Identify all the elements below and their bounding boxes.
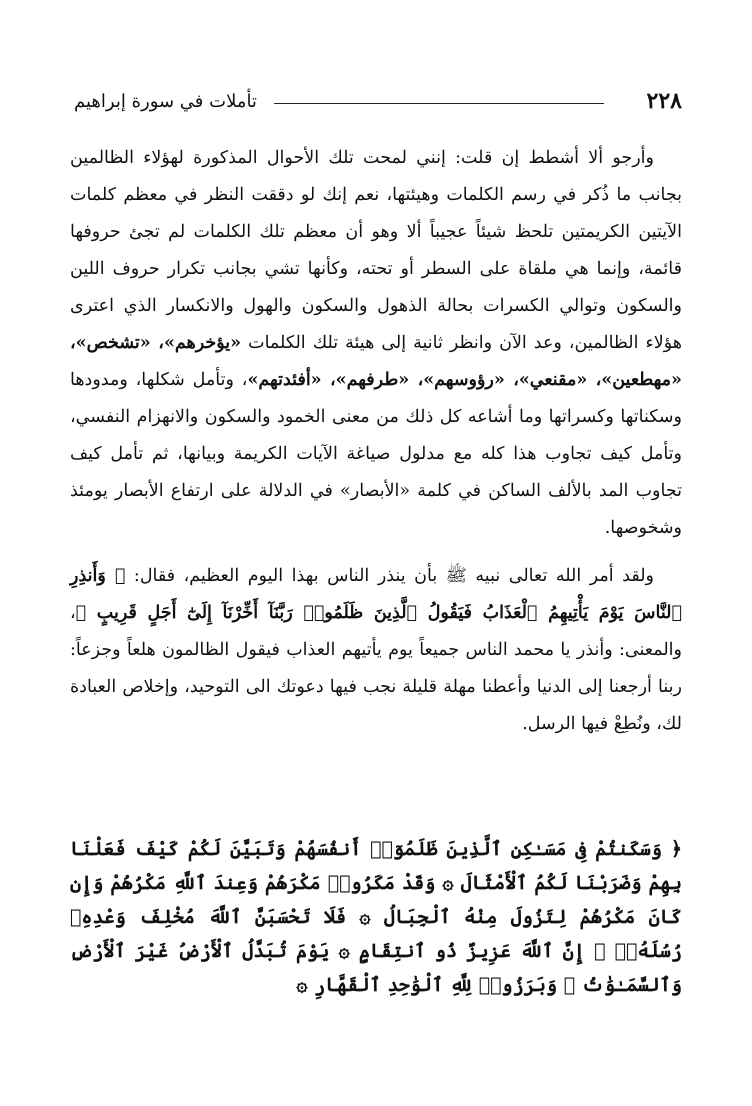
quran-verses-block: ﴿ وَسَكَنتُمْ فِى مَسَـٰكِنِ ٱلَّذِينَ ظَلَمُوٓا۟ أَنفُسَهُمْ وَتَبَيَّنَ لَكُمْ كَيْفَ فَعَلْنَا بِهِمْ وَضَرَبْنَا لَكُمُ ٱلْأَمْثَالَ ۞ وَقَدْ مَكَرُوا۟ مَكْرَهُمْ وَعِندَ ٱللَّهِ مَكْرُهُمْ وَإِن كَانَ مَكْرُهُمْ لِتَزُولَ مِنْهُ ٱلْجِبَالُ ۞ فَلَا تَحْسَبَنَّ ٱللَّهَ مُخْلِفَ وَعْدِهِۦ رُسُلَهُۥٓ ۚ إِنَّ ٱللَّهَ عَزِيزٌ ذُو ٱنتِقَامٍ ۞ يَوْمَ تُبَدَّلُ ٱلْأَرْضُ غَيْرَ ٱلْأَرْضِ وَٱلسَّمَـٰوَٰتُ ۖ وَبَرَزُوا۟ لِلَّهِ ٱلْوَٰحِدِ ٱلْقَهَّارِ ۞ (70, 838, 682, 996)
running-title: تأملات في سورة إبراهيم (74, 91, 257, 112)
paragraph-reflection (70, 140, 682, 547)
header-divider (274, 103, 604, 104)
paragraph-1-text-b: ، وتأمل شكلها، ومدودها وسكناتها وكسراتها وما أشاعه كل ذلك من معنى الخمود والسكون والانهزام النفسي، وتأمل كيف تجاوب هذا كله مع مدلول صياغة الآيات الكريمة وبيانها، ثم تأمل كيف تجاوب المد بالألف الساكن في كلمة «الأبصار» في الدلالة على ارتفاع الأبصار يومئذ وشخوصها. (70, 370, 682, 538)
body-text (70, 140, 682, 743)
highlighted-words: «يؤخرهم»، «تشخص»، «مهطعين»، «مقنعي»، «رؤوسهم»، «طرفهم»، «أفئدتهم» (70, 333, 682, 390)
paragraph-2-meaning: ، والمعنى: وأنذر يا محمد الناس جميعاً يوم يأتيهم العذاب فيقول الظالمون هلعاً وجزعاً: ربنا أرجعنا إلى الدنيا وأعطنا مهلة قليلة نجب فيها دعوتك الى التوحيد، وإخلاص العبادة لك، ونُطِعْ فيها الرسل. (70, 603, 682, 734)
page-number: ٢٢٨ (646, 88, 682, 114)
quran-quote-inline: ﴿ وَأَنذِرِ ٱلنَّاسَ يَوْمَ يَأْتِيهِمُ ٱلْعَذَابُ فَيَقُولُ ٱلَّذِينَ ظَلَمُوا۟ رَبَّنَآ أَخِّرْنَآ إِلَىٰٓ أَجَلٍ قَرِيبٍ ﴾ (70, 566, 682, 623)
paragraph-gap (70, 547, 682, 558)
page-header (74, 86, 682, 118)
paragraph-2-intro: ولقد أمر الله تعالى نبيه ﷺ بأن ينذر الناس بهذا اليوم العظيم، فقال: (125, 566, 654, 586)
paragraph-warning (70, 558, 682, 743)
paragraph-1-text-a: وأرجو ألا أشطط إن قلت: إنني لمحت تلك الأحوال المذكورة لهؤلاء الظالمين بجانب ما ذُكر في رسم الكلمات وهيئتها، نعم إنك لو دققت النظر في معظم كلمات الآيتين الكريمتين تلحظ شيئاً عجيباً ألا وهو أن معظم تلك الكلمات لم تجئ حروفها قائمة، وإنما هي ملقاة على السطر أو تحته، وكأنها تشي بجانب تكرار حروف اللين والسكون وتوالي الكسرات بحالة الذهول والسكون والهول والانكسار الذي اعترى هؤلاء الظالمين، وعد الآن وانظر ثانية إلى هيئة تلك الكلمات (70, 148, 682, 353)
